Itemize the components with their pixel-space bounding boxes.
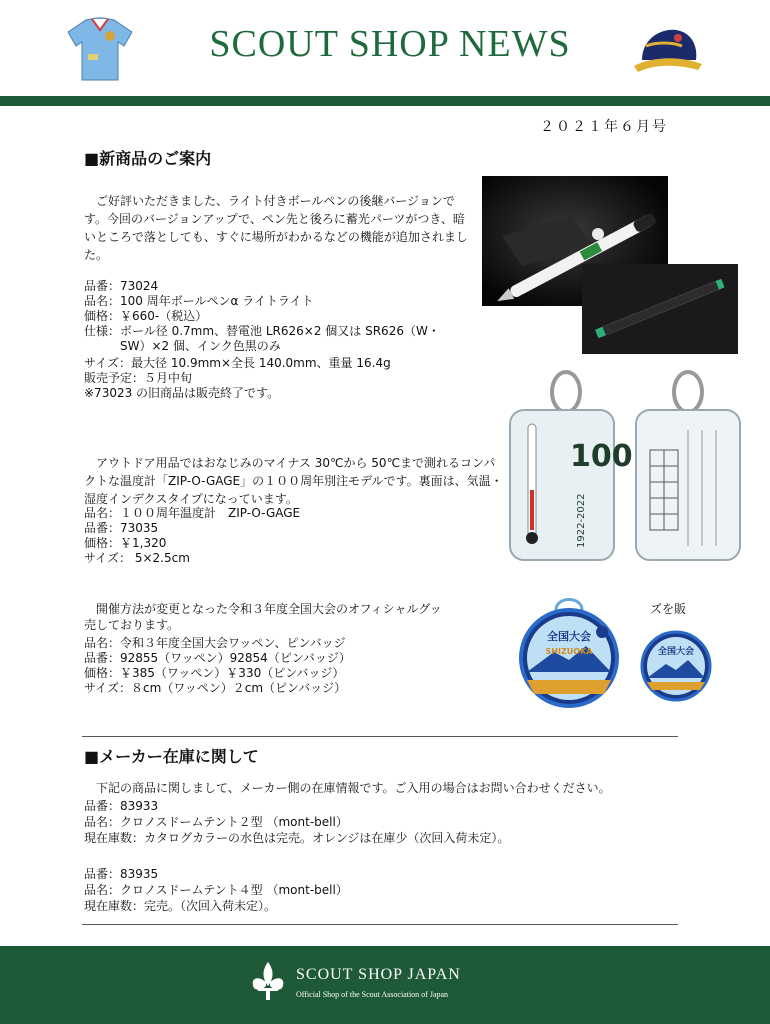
product3-intro-tail: ズを販 — [650, 602, 687, 616]
product1-details — [84, 279, 440, 401]
stock-item-line: 品番：83935 — [84, 867, 159, 881]
product3-detail-line: サイズ：８cm（ワッペン）２cm（ピンバッジ） — [84, 681, 347, 695]
product1-detail-line: ※73023 の旧商品は販売終了です。 — [84, 386, 280, 400]
footer-brand: SCOUT SHOP JAPAN — [296, 966, 461, 983]
product1-detail-line: 品番：73024 — [84, 279, 159, 293]
patch-title: 全国大会 — [547, 630, 591, 643]
stock-item-line: 現在庫数：完売。（次回入荷未定）。 — [84, 899, 277, 913]
pen-photo-dark — [582, 264, 738, 354]
footer-bar — [0, 946, 770, 1024]
header-divider-bar — [0, 96, 770, 106]
stock-item-83935 — [84, 866, 348, 914]
section-divider — [82, 736, 678, 737]
shirt-illustration — [64, 14, 136, 84]
patch-place: SHIZUOKA — [545, 647, 593, 656]
product3-detail-line: 価格：￥385（ワッペン）￥330（ピンバッジ） — [84, 666, 345, 680]
product1-detail-line: 販売予定：５月中旬 — [84, 371, 193, 385]
product1-detail-line: 品名：100 周年ボールペンα ライトライト — [84, 294, 314, 308]
pin-title: 全国大会 — [657, 647, 695, 657]
section-heading-new-products: ■新商品のご案内 — [84, 149, 212, 168]
product1-detail-line: 価格：￥660-（税込） — [84, 309, 208, 323]
section-heading-maker-stock: ■メーカー在庫に関して — [84, 747, 259, 766]
product2-detail-line: サイズ： 5×2.5cm — [84, 551, 190, 565]
stock-item-line: 現在庫数：カタログカラーの水色は完売。オレンジは在庫少（次回入荷未定）。 — [84, 831, 510, 845]
product1-detail-line: 仕様：ボール径 0.7mm、替電池 LR626×2 個又は SR626（W・ — [84, 324, 440, 338]
product1-detail-line: サイズ：最大径 10.9mm×全長 140.0mm、重量 16.4g — [84, 356, 391, 370]
product2-intro: アウトドア用品ではおなじみのマイナス 30℃から 50℃まで測れるコンパクトな温度計「ZIP-O-GAGE」の１００周年別注モデルです。裏面は、気温・湿度インデクスタイプになっています。 — [84, 456, 503, 506]
fleur-de-lis-icon — [248, 960, 288, 1004]
product1-intro: ご好評いただきました、ライト付きボールペンの後継バージョンです。今回のバージョンアップで、ペン先と後ろに蓄光パーツがつき、暗いところで落としても、すぐに場所がわかるなどの機能が追加されました。 — [84, 194, 468, 262]
thermo-logo: 100 — [570, 439, 633, 474]
product3-details — [84, 636, 351, 696]
product3-intro-line2: 売しております。 — [84, 618, 180, 632]
stock-intro: 下記の商品に関しまして、メーカー側の在庫情報です。ご入用の場合はお問い合わせください。 — [96, 781, 611, 795]
stock-item-line: 品番：83933 — [84, 799, 159, 813]
section-divider — [82, 924, 678, 925]
product2-details — [84, 506, 300, 566]
product3-detail-line: 品名：令和３年度全国大会ワッペン、ピンバッジ — [84, 636, 346, 650]
thermometer-photo-front — [506, 370, 633, 566]
product3-detail-line: 品番：92855（ワッペン）92854（ピンバッジ） — [84, 651, 351, 665]
issue-date: ２０２１年６月号 — [540, 119, 668, 135]
stock-item-83933 — [84, 798, 509, 846]
thermometer-photo-back — [632, 370, 744, 566]
stock-item-line: 品名：クロノスドームテント４型 （mont-bell） — [84, 883, 348, 897]
patch-image — [514, 594, 624, 710]
product2-detail-line: 品名：１００周年温度計 ZIP-O-GAGE — [84, 506, 301, 520]
product3-intro-line1: 開催方法が変更となった令和３年度全国大会のオフィシャルグッ — [96, 602, 442, 616]
pin-badge-image — [638, 628, 714, 704]
cap-illustration — [632, 24, 704, 80]
footer-subtitle: Official Shop of the Scout Association of Japan — [296, 990, 449, 999]
stock-item-line: 品名：クロノスドームテント２型 （mont-bell） — [84, 815, 348, 829]
thermo-years: 1922-2022 — [576, 493, 587, 548]
product2-detail-line: 価格：￥1,320 — [84, 536, 167, 550]
product2-detail-line: 品番：73035 — [84, 521, 159, 535]
page-title: SCOUT SHOP NEWS — [209, 23, 571, 65]
product1-detail-line: SW）×2 個、インク色黒のみ — [120, 339, 281, 353]
